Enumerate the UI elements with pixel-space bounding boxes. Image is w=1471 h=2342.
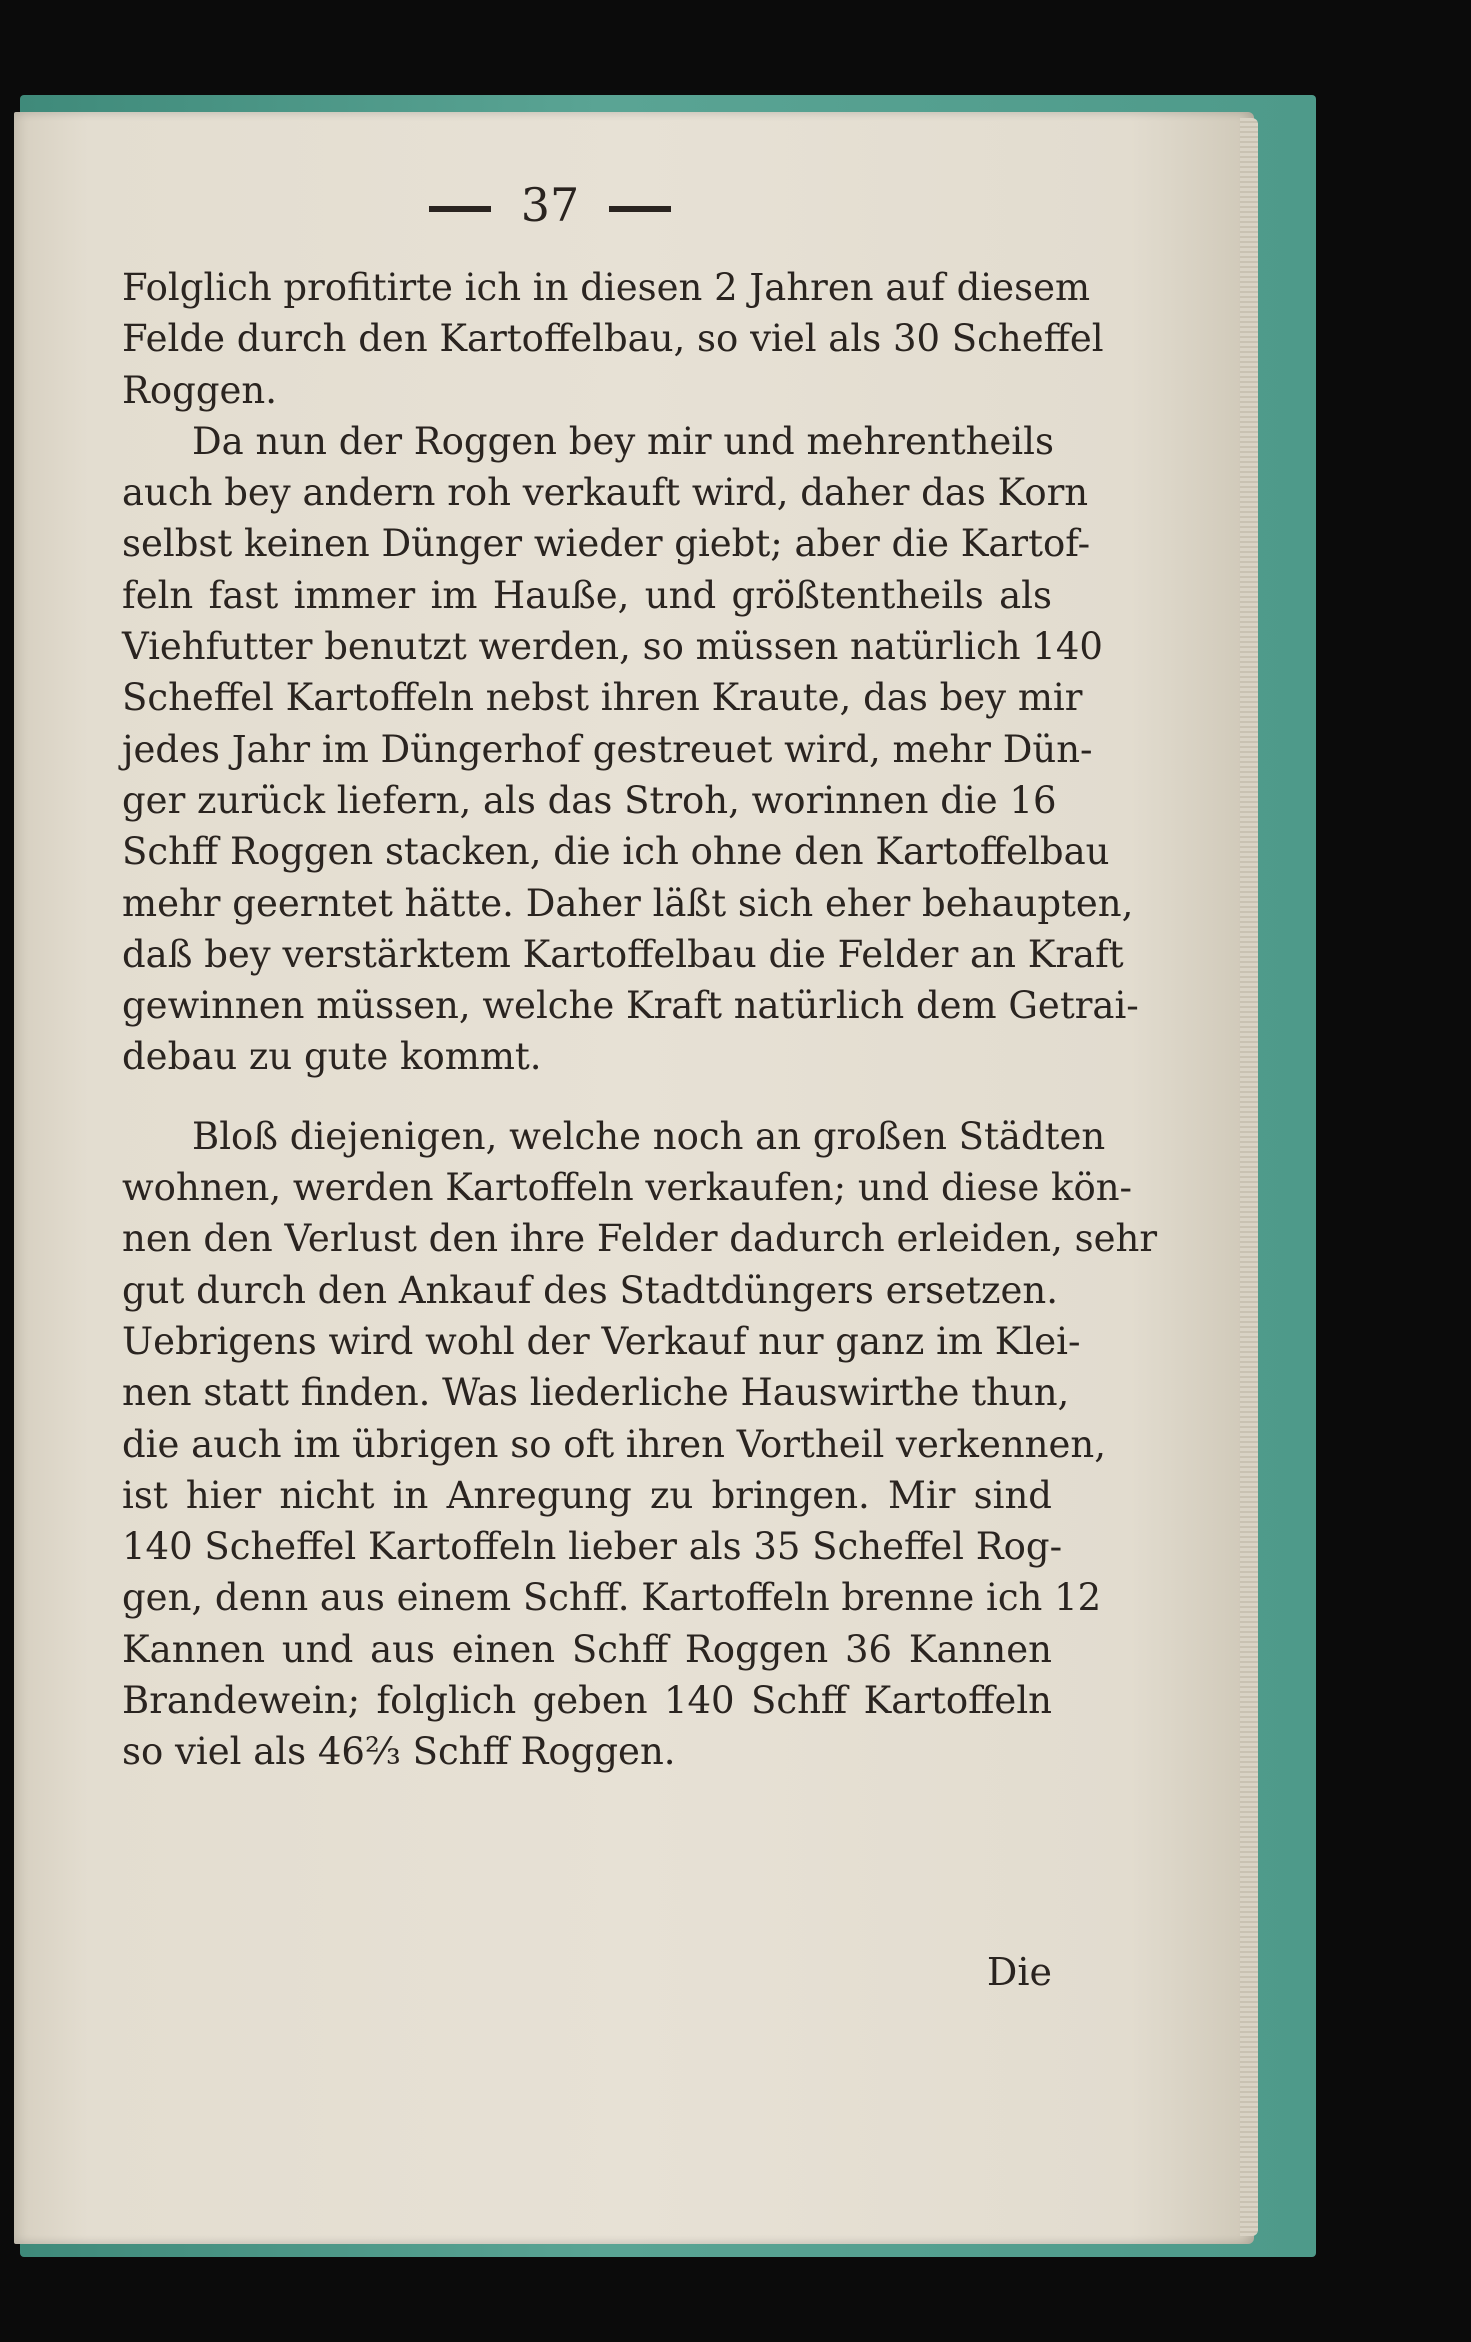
text-line: Kannen und aus einen Schff Roggen 36 Kannen [122, 1627, 1052, 1671]
text-line: gut durch den Ankauf des Stadtdüngers ersetzen. [122, 1268, 1058, 1312]
text-line: Brandewein; folglich geben 140 Schff Kartoffeln [122, 1679, 1052, 1723]
catchword: Die [986, 1950, 1052, 1994]
text-line: Viehfutter benutzt werden, so müssen natürlich 140 [122, 625, 1103, 669]
text-line: mehr geerntet hätte. Daher läßt sich eher behaupten, [122, 881, 1134, 925]
page-number: 37 [520, 178, 580, 232]
text-line: 140 Scheffel Kartoffeln lieber als 35 Scheffel Rog- [122, 1525, 1063, 1569]
text-line: Da nun der Roggen bey mir und mehrentheils [192, 419, 1054, 463]
text-line: daß bey verstärktem Kartoffelbau die Felder an Kraft [122, 932, 1124, 976]
text-line: nen den Verlust den ihre Felder dadurch erleiden, sehr [122, 1217, 1158, 1261]
text-line: Roggen. [122, 368, 277, 412]
text-line: gewinnen müssen, welche Kraft natürlich dem Getrai- [122, 984, 1139, 1028]
page-number-header [0, 178, 1100, 232]
text-line: Schff Roggen stacken, die ich ohne den Kartoffelbau [122, 830, 1110, 874]
text-line: Bloß diejenigen, welche noch an großen Städten [192, 1114, 1106, 1158]
text-line: auch bey andern roh verkauft wird, daher das Korn [122, 471, 1089, 515]
text-line: ist hier nicht in Anregung zu bringen. Mir sind [122, 1473, 1052, 1517]
text-line: Uebrigens wird wohl der Verkauf nur ganz im Klei- [122, 1319, 1081, 1363]
text-line: die auch im übrigen so oft ihren Vortheil verkennen, [122, 1422, 1106, 1466]
text-line: Scheffel Kartoffeln nebst ihren Kraute, das bey mir [122, 676, 1083, 720]
text-line: selbst keinen Dünger wieder giebt; aber die Kartof- [122, 522, 1091, 566]
right-dash [609, 206, 671, 212]
text-line: feln fast immer im Hauße, und größtentheils als [122, 573, 1052, 617]
text-line: Felde durch den Kartoffelbau, so viel als 30 Scheffel [122, 317, 1104, 361]
text-line: jedes Jahr im Düngerhof gestreuet wird, mehr Dün- [122, 727, 1093, 771]
text-line: Folglich profitirte ich in diesen 2 Jahren auf diesem [122, 266, 1091, 309]
left-dash [429, 206, 491, 212]
text-line: debau zu gute kommt. [122, 1035, 542, 1079]
text-line: gen, denn aus einem Schff. Kartoffeln brenne ich 12 [122, 1576, 1102, 1620]
text-line: nen statt finden. Was liederliche Hauswirthe thun, [122, 1371, 1070, 1415]
text-line: so viel als 46⅔ Schff Roggen. [122, 1730, 676, 1774]
page-edges [1240, 118, 1258, 2236]
text-line: ger zurück liefern, als das Stroh, worinnen die 16 [122, 778, 1057, 822]
body-text [122, 262, 1158, 1778]
text-line: wohnen, werden Kartoffeln verkaufen; und diese kön- [122, 1166, 1133, 1210]
